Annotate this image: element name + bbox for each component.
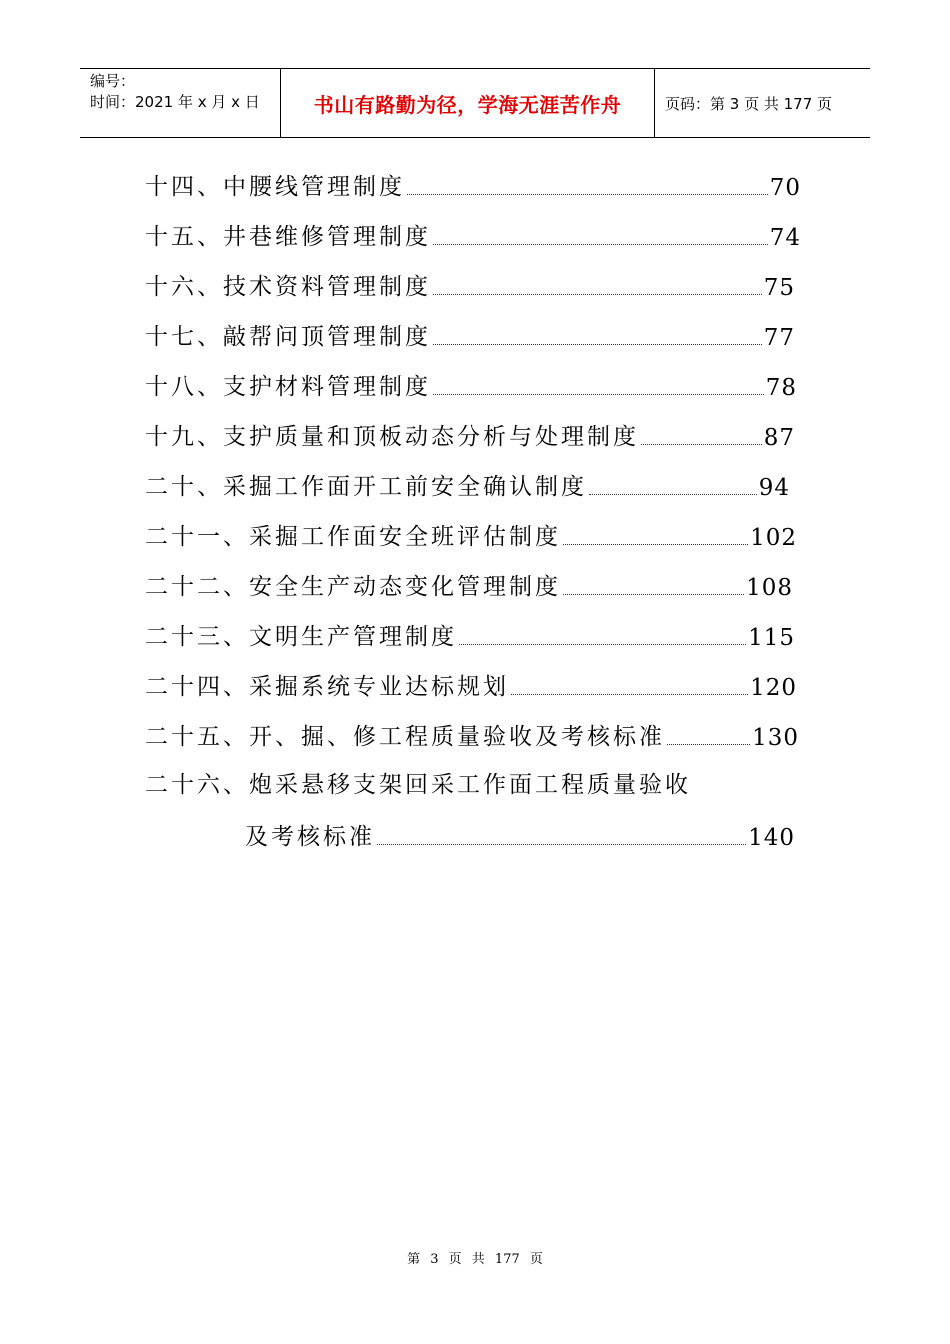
toc-entry-page: 102 xyxy=(750,525,797,551)
document-date: 时间：2021 年 x 月 x 日 xyxy=(90,93,260,111)
toc-entry[interactable] xyxy=(145,568,793,601)
dot-leader xyxy=(667,743,750,745)
toc-entry[interactable] xyxy=(145,618,795,651)
toc-entry-page: 70 xyxy=(769,175,801,201)
toc-entry[interactable] xyxy=(145,368,797,401)
header-motto-cell xyxy=(281,69,655,137)
toc-entry-page: 140 xyxy=(748,825,795,851)
header-meta xyxy=(80,69,281,137)
toc-entry-title-line1[interactable]: 二十六、炮采悬移支架回采工作面工程质量验收 xyxy=(145,772,691,798)
dot-leader xyxy=(407,193,768,195)
toc-entry-title: 十七、敲帮问顶管理制度 xyxy=(145,324,431,350)
toc-entry-title: 十五、井巷维修管理制度 xyxy=(145,224,431,250)
toc-entry-title: 二十四、采掘系统专业达标规划 xyxy=(145,674,509,700)
toc-entry[interactable] xyxy=(245,818,795,851)
toc-entry-page: 74 xyxy=(769,225,801,251)
toc-entry-title: 十四、中腰线管理制度 xyxy=(145,174,405,200)
dot-leader xyxy=(563,543,748,545)
toc-entry[interactable] xyxy=(145,168,801,201)
header-motto: 书山有路勤为径，学海无涯苦作舟 xyxy=(313,92,622,117)
dot-leader xyxy=(377,843,746,845)
dot-leader xyxy=(433,343,762,345)
toc-entry-title-continuation: 及考核标准 xyxy=(245,824,375,850)
toc-entry-title: 二十三、文明生产管理制度 xyxy=(145,624,457,650)
toc-entry[interactable] xyxy=(145,468,790,501)
toc-entry[interactable] xyxy=(145,218,801,251)
toc-entry-page: 87 xyxy=(763,425,795,451)
toc-entry[interactable] xyxy=(145,318,795,351)
toc-entry[interactable] xyxy=(145,668,797,701)
toc-entry-title: 二十五、开、掘、修工程质量验收及考核标准 xyxy=(145,724,665,750)
header-page-info: 页码：第 3 页 共 177 页 xyxy=(665,94,833,113)
toc-entry-page: 108 xyxy=(746,575,793,601)
dot-leader xyxy=(511,693,748,695)
toc-entry-page: 120 xyxy=(750,675,797,701)
dot-leader xyxy=(459,643,746,645)
toc-entry-page: 94 xyxy=(758,475,790,501)
toc-entry-page: 130 xyxy=(752,725,799,751)
toc-entry-page: 77 xyxy=(763,325,795,351)
toc-entry-page: 115 xyxy=(748,625,795,651)
toc-entry-title: 二十、采掘工作面开工前安全确认制度 xyxy=(145,474,587,500)
toc-entry-title: 二十二、安全生产动态变化管理制度 xyxy=(145,574,561,600)
dot-leader xyxy=(589,493,757,495)
toc-entry-page: 78 xyxy=(765,375,797,401)
toc-entry-page: 75 xyxy=(763,275,795,301)
dot-leader xyxy=(641,443,762,445)
page-footer: 第 3 页 共 177 页 xyxy=(407,1252,543,1267)
dot-leader xyxy=(433,243,768,245)
toc-entry-title: 十八、支护材料管理制度 xyxy=(145,374,431,400)
toc-entry[interactable] xyxy=(145,518,797,551)
dot-leader xyxy=(433,393,764,395)
toc-entry[interactable] xyxy=(145,418,795,451)
document-number-label: 编号： xyxy=(90,72,136,90)
toc-entry-title: 二十一、采掘工作面安全班评估制度 xyxy=(145,524,561,550)
toc-entry[interactable] xyxy=(145,718,799,751)
toc-entry[interactable] xyxy=(145,268,795,301)
page-header xyxy=(80,68,870,138)
toc-entry-title: 十九、支护质量和顶板动态分析与处理制度 xyxy=(145,424,639,450)
toc-entry-title: 十六、技术资料管理制度 xyxy=(145,274,431,300)
dot-leader xyxy=(433,293,762,295)
dot-leader xyxy=(563,593,744,595)
